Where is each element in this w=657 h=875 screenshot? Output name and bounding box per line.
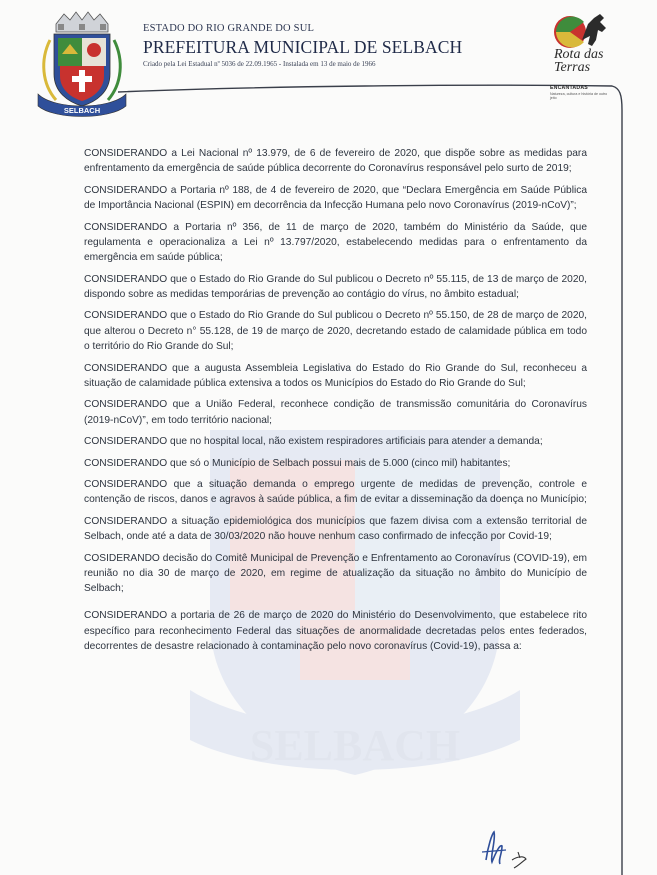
- paragraph: COSIDERANDO decisão do Comitê Municipal de Prevenção e Enfrentamento ao Coronavírus (COVID-19), em reunião no dia 30 de março de 2020, em regime de atualização da situação no âmbito do Município de Selbach;: [84, 552, 587, 595]
- paragraph: CONSIDERANDO que a União Federal, reconhece condição de transmissão comunitária do Coronavírus (2019-nCoV)”, em todo território nacional;: [84, 399, 587, 426]
- paragraph: CONSIDERANDO a portaria de 26 de março de 2020 do Ministério do Desenvolvimento, que estabelece rito específico para reconhecimento Federal das situações de anormalidade decretadas pelos entes federados, decorrentes de desastre relacionado à contaminação pelo novo coronavírus (Covid-19), passa a:: [84, 610, 587, 653]
- paragraph: CONSIDERANDO que o Estado do Rio Grande do Sul publicou o Decreto nº 55.115, de 13 de março de 2020, dispondo sobre as medidas temporárias de prevenção ao contágio do vírus, no âmbito estadual;: [84, 273, 587, 300]
- letterhead: [0, 0, 657, 120]
- prefeitura-title: PREFEITURA MUNICIPAL DE SELBACH: [143, 37, 463, 57]
- paragraph: CONSIDERANDO que a augusta Assembleia Legislativa do Estado do Rio Grande do Sul, reconheceu a situação de calamidade pública extensiva a todos os Municípios do Estado do Rio Grande do Sul;: [84, 362, 587, 389]
- rota-title: Rota das Terras: [554, 47, 604, 75]
- crest-banner-text: SELBACH: [63, 106, 101, 115]
- watermark-text: SELBACH: [249, 721, 461, 770]
- rota-tagline: Natureza, cultura e história de outro jeito: [550, 92, 608, 100]
- letterhead-text: [143, 23, 473, 68]
- rota-horse-icon: [548, 10, 614, 50]
- paragraph: CONSIDERANDO a Portaria nº 188, de 4 de fevereiro de 2020, que “Declara Emergência em Saúde Pública de Importância Nacional (ESPIN) em decorrência da Infecção Humana pelo novo Coronavírus (2019-nCoV)”;: [84, 184, 587, 212]
- paragraph: CONSIDERANDO que o Estado do Rio Grande do Sul publicou o Decreto nº 55.150, de 28 de março de 2020, que alterou o Decreto n° 55.128, de 19 de março de 2020, decretando estado de calamidade pública em todo o território do Rio Grande do Sul;: [84, 310, 587, 353]
- paragraph: CONSIDERANDO que a situação demanda o emprego urgente de medidas de prevenção, controle e contenção de riscos, danos e agravos à saúde pública, a fim de evitar a disseminação da doença no Município;: [84, 479, 587, 506]
- paragraph: CONSIDERANDO que só o Município de Selbach possui mais de 5.000 (cinco mil) habitantes;: [84, 457, 511, 469]
- rota-subtitle: ENCANTADAS: [550, 85, 588, 91]
- paragraph: CONSIDERANDO que no hospital local, não existem respiradores artificiais para atender a demanda;: [84, 436, 543, 448]
- paragraph: CONSIDERANDO a Lei Nacional nº 13.979, de 6 de fevereiro de 2020, que dispõe sobre as medidas para enfrentamento da emergência de saúde pública decorrente do Coronavírus responsável pelo surto de 2019;: [84, 148, 587, 175]
- signature-initials-icon: [478, 826, 538, 870]
- document-body: [84, 146, 587, 661]
- municipal-crest-icon: [34, 10, 130, 122]
- rota-das-terras-logo: [548, 10, 614, 98]
- paragraph: CONSIDERANDO a Portaria nº 356, de 11 de março de 2020, também do Ministério da Saúde, que regulamenta e operacionaliza a Lei nº 13.797/2020, estabelecendo medidas para o enfrentamento da emergência em saúde pública;: [84, 221, 587, 264]
- foundation-law-text: Criado pela Lei Estadual nº 5036 de 22.09.1965 - Instalada em 13 de maio de 1966: [143, 60, 376, 68]
- paragraph: CONSIDERANDO a situação epidemiológica dos municípios que fazem divisa com a extensão territorial de Selbach, onde até a data de 30/03/2020 não houve nenhum caso confirmado de infecção por Covid-19;: [84, 515, 587, 543]
- state-name: ESTADO DO RIO GRANDE DO SUL: [143, 23, 315, 34]
